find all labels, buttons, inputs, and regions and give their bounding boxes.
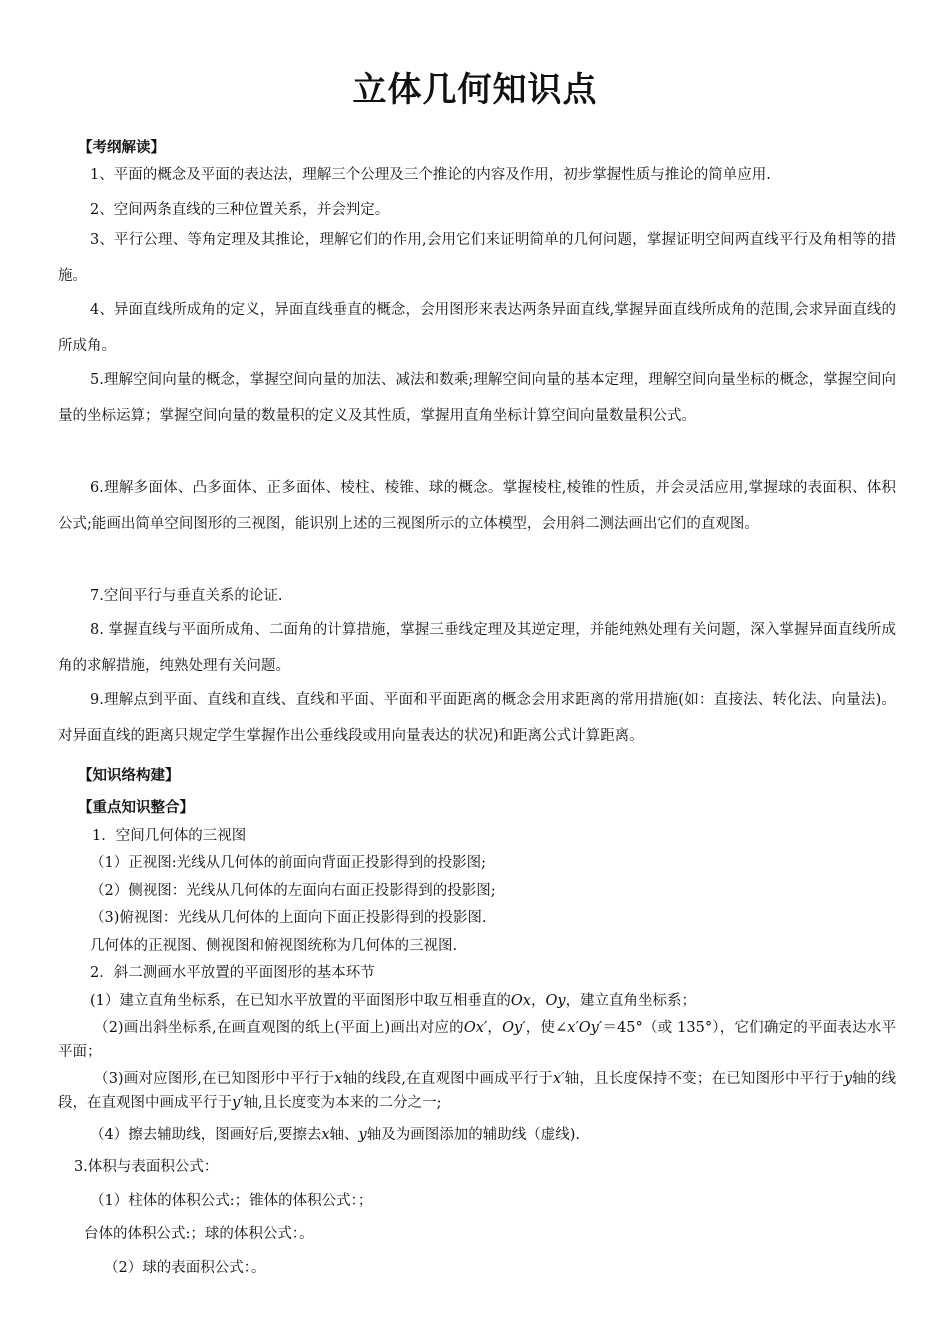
syllabus-item-2: 2、空间两条直线的三种位置关系，并会判定。	[90, 202, 390, 218]
syllabus-item-8: 8. 掌握直线与平面所成角、二面角的计算措施，掌握三垂线定理及其逆定理，并能纯熟处理有关问题，深入掌握异面直线所成角的求解措施，纯熟处理有关问题。	[58, 622, 896, 674]
syllabus-item-3: 3、平行公理、等角定理及其推论，理解它们的作用,会用它们来证明简单的几何问题，掌握证明空间两直线平行及角相等的措施。	[58, 232, 896, 284]
page-title: 立体几何知识点	[352, 70, 598, 110]
syllabus-item-7: 7.空间平行与垂直关系的论证.	[90, 588, 283, 604]
sphere-surface-formula: （2）球的表面积公式：。	[104, 1260, 266, 1276]
front-view-text: （1）正视图:光线从几何体的前面向背面正投影得到的投影图;	[90, 855, 486, 871]
syllabus-item-5: 5.理解空间向量的概念，掌握空间向量的加法、减法和数乘;理解空间向量的基本定理，理解空间向量坐标的概念，掌握空间向量的坐标运算；掌握空间向量的数量积的定义及其性质，掌握用直角坐标计算空间向量数量积公式。	[58, 372, 896, 424]
volume-area-title: 3.体积与表面积公式：	[74, 1159, 219, 1175]
key-knowledge-heading: 【重点知识整合】	[78, 800, 194, 816]
three-views-summary: 几何体的正视图、侧视图和俯视图统称为几何体的三视图.	[90, 938, 458, 954]
syllabus-item-6: 6.理解多面体、凸多面体、正多面体、棱柱、棱锥、球的概念。掌握棱柱,棱锥的性质，并会灵活应用,掌握球的表面积、体积公式;能画出简单空间图形的三视图，能识别上述的三视图所示的立体模型，会用斜二测法画出它们的直观图。	[58, 480, 896, 532]
oblique-step-1: (1）建立直角坐标系，在已知水平放置的平面图形中取互相垂直的Ox，Oy，建立直角坐标系；	[90, 993, 697, 1009]
oblique-step-4: （4）擦去辅助线，图画好后,要擦去x轴、y轴及为画图添加的辅助线（虚线).	[90, 1127, 580, 1143]
syllabus-item-1: 1、平面的概念及平面的表达法，理解三个公理及三个推论的内容及作用，初步掌握性质与推论的简单应用.	[90, 167, 771, 183]
top-view-text: （3)俯视图：光线从几何体的上面向下面正投影得到的投影图.	[90, 910, 487, 926]
syllabus-item-4: 4、异面直线所成角的定义，异面直线垂直的概念，会用图形来表达两条异面直线,掌握异面直线所成角的范围,会求异面直线的所成角。	[58, 302, 896, 354]
prism-pyramid-formula: （1）柱体的体积公式:；锥体的体积公式：；	[90, 1193, 373, 1209]
oblique-step-2: （2)画出斜坐标系,在画直观图的纸上(平面上)画出对应的Ox′，Oy′，使∠x′Oy′＝45°（或 135°），它们确定的平面表达水平平面；	[58, 1020, 897, 1060]
oblique-step-3: （3)画对应图形,在已知图形中平行于x轴的线段,在直观图中画成平行于x′轴，且长度保持不变；在已知图形中平行于y轴的线段，在直观图中画成平行于y′轴,且长度变为本来的二分之一;	[58, 1071, 897, 1111]
oblique-steps-title: 2．斜二测画水平放置的平面图形的基本环节	[90, 965, 375, 981]
structure-heading: 【知识络构建】	[78, 768, 180, 784]
three-views-title: 1．空间几何体的三视图	[92, 828, 247, 844]
frustum-sphere-formula: 台体的体积公式:；球的体积公式：。	[84, 1226, 314, 1242]
side-view-text: （2）侧视图：光线从几何体的左面向右面正投影得到的投影图;	[90, 883, 496, 899]
syllabus-item-9: 9.理解点到平面、直线和直线、直线和平面、平面和平面距离的概念会用求距离的常用措施(如：直接法、转化法、向量法)。对异面直线的距离只规定学生掌握作出公垂线段或用向量表达的状况)和距离公式计算距离。	[58, 692, 896, 744]
syllabus-heading: 【考纲解读】	[78, 140, 165, 156]
